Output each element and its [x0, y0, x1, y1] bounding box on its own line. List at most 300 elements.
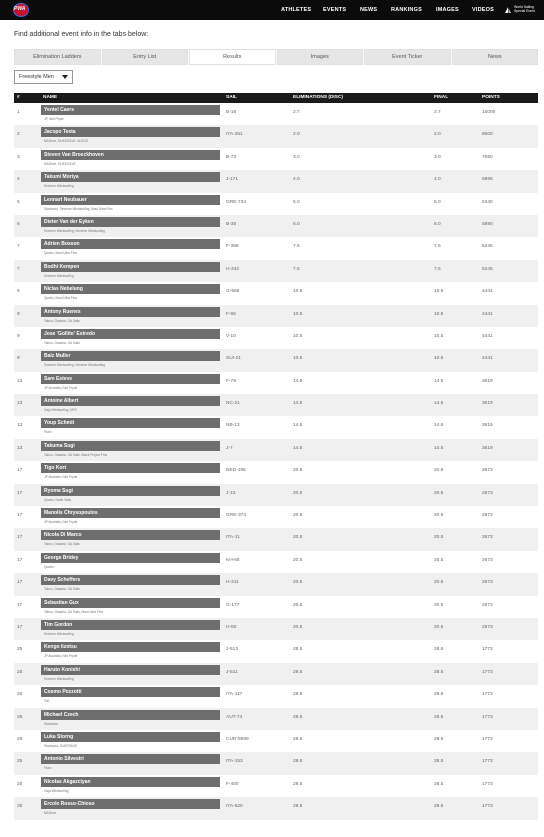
athlete-name-link[interactable]	[41, 508, 220, 518]
sponsor-text: Tabou, Gaastra, GA Sails, Black Project Fins	[44, 452, 108, 457]
points-cell: 5245	[482, 266, 493, 272]
athlete-name-link[interactable]	[41, 754, 220, 764]
athlete-name-link[interactable]	[41, 195, 220, 205]
sponsor-text: 000	[44, 699, 50, 704]
sail-cell: G-586	[226, 289, 240, 295]
sail-cell: H-311	[226, 580, 239, 586]
final-cell: 3.0	[434, 154, 441, 160]
rank-cell: 9	[17, 333, 20, 339]
points-cell: 3619	[482, 378, 493, 384]
athlete-name-link[interactable]	[41, 217, 220, 227]
sponsor-text: Severne Windsurfing	[44, 676, 74, 681]
rank-cell: 9	[17, 289, 20, 295]
athlete-name: Tigo Kort	[44, 465, 67, 472]
athlete-name-link[interactable]	[41, 665, 220, 675]
final-cell: 10.5	[434, 311, 444, 317]
header-points: POINTS	[482, 95, 500, 100]
athlete-name: Yentel Caers	[44, 107, 75, 113]
athlete-name: Ryoma Sugi	[44, 487, 73, 494]
eliminations-cell: 28.5	[293, 759, 303, 765]
rank-cell: 13	[17, 378, 23, 384]
final-cell: 28.5	[434, 804, 444, 810]
sponsor-text: Tabou, Gaastra, GA Sails	[44, 318, 80, 323]
sponsor-text: Fluxx	[44, 766, 52, 771]
rank-cell: 6	[17, 221, 20, 227]
tab-results[interactable]: Results	[189, 49, 276, 65]
sail-cell: J-171	[226, 177, 238, 183]
rank-cell: 17	[17, 468, 23, 474]
points-cell: 1773	[482, 736, 493, 742]
final-cell: 20.5	[434, 535, 444, 541]
final-cell: 4.0	[434, 177, 441, 183]
athlete-name: Youp Schmit	[44, 420, 75, 427]
table-row	[14, 305, 538, 327]
rank-cell: 13	[17, 423, 23, 429]
tab-entry-list[interactable]: Entry List	[102, 49, 189, 65]
sail-cell: B-35	[226, 221, 237, 227]
nav-link-images[interactable]: IMAGES	[436, 7, 459, 13]
eliminations-cell: 10.5	[293, 289, 303, 295]
table-row	[14, 125, 538, 147]
sponsor-text: Quatro, Maui Ultra Fins	[44, 251, 77, 256]
sponsor-text: Tabou, Gaastra, GA Sails, Maui Ultra Fins	[44, 609, 103, 614]
eliminations-cell: 28.5	[293, 692, 303, 698]
eliminations-cell: 14.5	[293, 401, 303, 407]
sail-cell: J-511	[226, 669, 238, 675]
rank-cell: 25	[17, 736, 23, 742]
sail-cell: G-177	[226, 602, 240, 608]
eliminations-cell: 14.5	[293, 423, 303, 429]
athlete-name: Sam Esteve	[44, 375, 73, 382]
sail-cell: CUR-9999	[226, 736, 249, 742]
final-cell: 7.5	[434, 266, 441, 272]
eliminations-cell: 14.5	[293, 378, 303, 384]
info-text: Find additional event info in the tabs below:	[14, 31, 149, 38]
sponsor-text: MADrive	[44, 811, 57, 816]
athlete-name-link[interactable]	[41, 127, 220, 137]
world-sailing-icon	[504, 6, 512, 14]
athlete-name-link[interactable]	[41, 799, 220, 809]
sail-cell: J-13	[226, 490, 236, 496]
eliminations-cell: 2.7	[293, 110, 300, 115]
final-cell: 14.5	[434, 445, 444, 451]
table-row	[14, 372, 538, 394]
table-row	[14, 260, 538, 282]
final-cell: 28.5	[434, 714, 444, 720]
athlete-name: Michael Czech	[44, 711, 79, 718]
eliminations-cell: 7.5	[293, 266, 300, 272]
points-cell: 2673	[482, 602, 493, 608]
header-name: NAME	[43, 95, 58, 100]
sail-cell: J-513	[226, 647, 238, 653]
eliminations-cell: 20.5	[293, 513, 303, 519]
rank-cell: 5	[17, 199, 20, 205]
sponsor-text: JP, Neil Pryde	[44, 117, 64, 121]
athlete-name: Adrien Bosson	[44, 241, 80, 248]
sponsor-text: Severne Windsurfing, Severne Windsurfing	[44, 228, 105, 233]
points-cell: 2673	[482, 513, 493, 519]
nav-link-events[interactable]: EVENTS	[323, 7, 347, 13]
athlete-name-link[interactable]	[41, 732, 220, 742]
rank-cell: 4	[17, 177, 20, 183]
final-cell: 2.7	[434, 110, 441, 115]
header-pos: #	[17, 95, 20, 100]
athlete-name-link[interactable]	[41, 553, 220, 563]
table-body	[14, 103, 538, 820]
sail-cell: F-398	[226, 244, 239, 250]
eliminations-cell: 5.0	[293, 199, 300, 205]
athlete-name-link[interactable]	[41, 777, 220, 787]
nav-link-athletes[interactable]: ATHLETES	[281, 7, 312, 13]
athlete-name-link[interactable]	[41, 172, 220, 182]
results-table	[14, 93, 538, 820]
points-cell: 6340	[482, 199, 493, 205]
eliminations-cell: 20.5	[293, 535, 303, 541]
final-cell: 10.5	[434, 289, 444, 295]
athlete-name-link[interactable]	[41, 418, 220, 428]
sponsor-text: Quatro, North Sails	[44, 497, 72, 502]
table-row	[14, 596, 538, 618]
tab-news[interactable]: News	[452, 49, 539, 65]
sponsor-text: Starboard, Severne Windsurfing, Maui Ultra Fins	[44, 206, 113, 211]
athlete-name-link[interactable]	[41, 575, 220, 585]
athlete-name-link[interactable]	[41, 486, 220, 496]
nav-link-news[interactable]: NEWS	[360, 7, 378, 13]
points-cell: 5245	[482, 244, 493, 250]
final-cell: 14.5	[434, 378, 444, 384]
table-row	[14, 618, 538, 640]
final-cell: 28.5	[434, 759, 444, 765]
caret-down-icon	[62, 75, 68, 79]
final-cell: 28.5	[434, 647, 444, 653]
final-cell: 20.5	[434, 490, 444, 496]
rank-cell: 17	[17, 490, 23, 496]
table-row	[14, 416, 538, 438]
sponsor-text: MADrive, DUKESILVE	[44, 161, 76, 166]
sail-cell: NED-195	[226, 468, 246, 474]
rank-cell: 17	[17, 624, 23, 630]
table-row	[14, 170, 538, 192]
athlete-name-link[interactable]	[41, 396, 220, 406]
athlete-name-link[interactable]	[41, 463, 220, 473]
table-row	[14, 282, 538, 304]
final-cell: 7.5	[434, 244, 441, 250]
sail-cell: NB-13	[226, 423, 240, 429]
points-cell: 1773	[482, 647, 493, 653]
eliminations-cell: 6.0	[293, 221, 300, 227]
rank-cell: 25	[17, 804, 23, 810]
sail-cell: F-79	[226, 378, 236, 384]
tab-images[interactable]: Images	[277, 49, 364, 65]
points-cell: 1773	[482, 692, 493, 698]
athlete-name-link[interactable]	[41, 620, 220, 630]
sponsor-text: JP Australia, Neil Pryde	[44, 385, 78, 390]
table-row	[14, 349, 538, 371]
eliminations-cell: 14.5	[293, 445, 303, 451]
sail-cell: ITA-520	[226, 804, 243, 810]
sail-cell: ITA-117	[226, 692, 243, 698]
table-row	[14, 237, 538, 259]
points-cell: 8600	[482, 132, 493, 138]
athlete-name: Kengo Iizotsu	[44, 644, 77, 651]
table-row	[14, 528, 538, 550]
sail-cell: GRE-374	[226, 513, 246, 519]
rank-cell: 7	[17, 266, 20, 272]
athlete-name: Cosmo Pozzotti	[44, 689, 82, 696]
eliminations-cell: 20.5	[293, 602, 303, 608]
athlete-name-link[interactable]	[41, 105, 220, 115]
rank-cell: 13	[17, 401, 23, 407]
sail-cell: NC-21	[226, 401, 240, 407]
rank-cell: 25	[17, 669, 23, 675]
rank-cell: 2	[17, 132, 20, 138]
points-cell: 1773	[482, 781, 493, 787]
table-row	[14, 506, 538, 528]
table-row	[14, 327, 538, 349]
points-cell: 2673	[482, 580, 493, 586]
eliminations-cell: 20.5	[293, 468, 303, 474]
sail-cell: V-10	[226, 333, 236, 339]
rank-cell: 13	[17, 445, 23, 451]
points-cell: 2673	[482, 535, 493, 541]
sponsor-text: JP Australia, Neil Pryde	[44, 520, 78, 525]
athlete-name-link[interactable]	[41, 351, 220, 361]
points-cell: 3619	[482, 445, 493, 451]
sponsor-text: Severne Windsurfing	[44, 273, 74, 278]
rank-cell: 17	[17, 535, 23, 541]
discipline-select[interactable]	[14, 70, 73, 84]
discipline-select-value: Freestyle Men	[19, 74, 54, 80]
athlete-name-link[interactable]	[41, 262, 220, 272]
final-cell: 20.5	[434, 513, 444, 519]
athlete-name-link[interactable]	[41, 239, 220, 249]
athlete-name: Niclas Nebelung	[44, 286, 83, 293]
final-cell: 2.0	[434, 132, 441, 138]
eliminations-cell: 7.5	[293, 244, 300, 250]
table-row	[14, 484, 538, 506]
top-navigation-bar	[0, 0, 544, 20]
sponsor-text: Starboard	[44, 721, 58, 726]
header-eliminations: ELIMINATIONS (DISC)	[293, 95, 344, 100]
points-cell: 4441	[482, 333, 493, 339]
sail-cell: SUI-21	[226, 356, 241, 362]
athlete-name: Sebastian Gux	[44, 599, 79, 606]
table-row	[14, 752, 538, 774]
sail-cell: B-73	[226, 154, 237, 160]
athlete-name-link[interactable]	[41, 150, 220, 160]
tab-elimination-ladders[interactable]: Elimination Ladders	[14, 49, 101, 65]
athlete-name: Balz Muller	[44, 353, 71, 360]
final-cell: 20.5	[434, 602, 444, 608]
eliminations-cell: 20.5	[293, 624, 303, 630]
eliminations-cell: 28.5	[293, 714, 303, 720]
sail-cell: H-342	[226, 266, 240, 272]
final-cell: 20.5	[434, 580, 444, 586]
eliminations-cell: 3.0	[293, 154, 300, 160]
points-cell: 2673	[482, 624, 493, 630]
table-row	[14, 439, 538, 461]
sponsor-text: Severne Windsurfing	[44, 631, 74, 636]
eliminations-cell: 10.5	[293, 333, 303, 339]
sponsor-text: Tabou, Gaastra, GA Sails	[44, 542, 80, 547]
eliminations-cell: 28.5	[293, 647, 303, 653]
rank-cell: 17	[17, 513, 23, 519]
athlete-name-link[interactable]	[41, 687, 220, 697]
final-cell: 6.0	[434, 221, 441, 227]
eliminations-cell: 20.5	[293, 490, 303, 496]
athlete-name: Manolis Chrysopoulos	[44, 510, 98, 517]
points-cell: 4441	[482, 356, 493, 362]
sponsor-text: JP Australia, Neil Pryde	[44, 654, 78, 659]
eliminations-cell: 10.5	[293, 356, 303, 362]
sponsor-text: Tabou, Gaastra, GA Sails	[44, 340, 80, 345]
final-cell: 20.5	[434, 624, 444, 630]
points-cell: 1773	[482, 714, 493, 720]
sail-cell: AUT-74	[226, 714, 243, 720]
sponsor-text: Quatro, Maui Ultra Fins	[44, 296, 77, 301]
athlete-name: Dieter Van der Eyken	[44, 218, 94, 225]
eliminations-cell: 20.5	[293, 557, 303, 563]
logo-text: PWA	[14, 6, 26, 12]
table-row	[14, 461, 538, 483]
athlete-name: Jose 'Gollito' Estredo	[44, 330, 95, 337]
rank-cell: 25	[17, 647, 23, 653]
table-row	[14, 193, 538, 215]
sail-cell: ITA-251	[226, 132, 243, 138]
points-cell: 4441	[482, 289, 493, 295]
sponsor-text: Gaja Windsurfing, MFC	[44, 408, 78, 413]
points-cell: 1773	[482, 804, 493, 810]
athlete-name: George Bridey	[44, 554, 79, 561]
athlete-name: Nicolas Akgazciyan	[44, 778, 91, 785]
sail-cell: J-7	[226, 445, 233, 451]
eliminations-cell: 2.0	[293, 132, 300, 138]
sail-cell: GRE-734	[226, 199, 246, 205]
table-row	[14, 394, 538, 416]
athlete-name-link[interactable]	[41, 284, 220, 294]
pwa-logo[interactable]	[11, 2, 33, 18]
final-cell: 20.5	[434, 557, 444, 563]
world-sailing-special-event-badge[interactable]	[504, 5, 540, 17]
athlete-name: Takumi Moriya	[44, 174, 79, 181]
final-cell: 28.5	[434, 669, 444, 675]
rank-cell: 3	[17, 154, 20, 160]
athlete-name: Tim Gordon	[44, 621, 73, 628]
rank-cell: 25	[17, 781, 23, 787]
rank-cell: 1	[17, 110, 20, 115]
final-cell: 20.5	[434, 468, 444, 474]
sponsor-text: Severne Windsurfing, Severne Windsurfing	[44, 363, 105, 368]
athlete-name-link[interactable]	[41, 374, 220, 384]
athlete-name: Steven Van Broeckhoven	[44, 151, 104, 158]
final-cell: 14.5	[434, 401, 444, 407]
athlete-name-link[interactable]	[41, 710, 220, 720]
event-tabs	[14, 49, 538, 65]
table-row	[14, 708, 538, 730]
athlete-name: Lennart Neubauer	[44, 196, 87, 203]
rank-cell: 7	[17, 244, 20, 250]
eliminations-cell: 20.5	[293, 580, 303, 586]
sponsor-text: JP Australia, Neil Pryde	[44, 475, 78, 480]
table-row	[14, 685, 538, 707]
points-cell: 6995	[482, 177, 493, 183]
sponsor-text: Starboard, DUKESILVE	[44, 743, 78, 748]
table-row	[14, 103, 538, 125]
rank-cell: 17	[17, 602, 23, 608]
points-cell: 3619	[482, 423, 493, 429]
athlete-name: Antonio Silvestri	[44, 756, 84, 763]
table-row	[14, 640, 538, 662]
points-cell: 3619	[482, 401, 493, 407]
athlete-name-link[interactable]	[41, 307, 220, 317]
table-row	[14, 797, 538, 819]
sail-cell: F-400	[226, 781, 239, 787]
athlete-name: Luka Storng	[44, 733, 74, 740]
sponsor-text: Fluxx	[44, 430, 52, 435]
athlete-name: Jacopo Testa	[44, 129, 76, 136]
tab-event-ticker[interactable]: Event Ticker	[364, 49, 451, 65]
rank-cell: 9	[17, 311, 20, 317]
final-cell: 28.5	[434, 736, 444, 742]
sponsor-text: MADrive, DUKESILVE, ALEGO	[44, 139, 89, 144]
athlete-name: Ercole Rosso-Chioso	[44, 801, 95, 808]
header-final: FINAL	[434, 95, 449, 100]
points-cell: 10000	[482, 110, 496, 115]
sponsor-text: Gaja Windsurfing	[44, 788, 69, 793]
nav-link-videos[interactable]: VIDEOS	[472, 7, 494, 13]
eliminations-cell: 28.5	[293, 736, 303, 742]
final-cell: 10.5	[434, 356, 444, 362]
athlete-name: Antoine Albert	[44, 398, 79, 405]
header-sail: SAIL	[226, 95, 237, 100]
final-cell: 10.5	[434, 333, 444, 339]
table-row	[14, 551, 538, 573]
table-row	[14, 573, 538, 595]
eliminations-cell: 10.5	[293, 311, 303, 317]
eliminations-cell: 4.0	[293, 177, 300, 183]
sail-cell: H-80	[226, 624, 237, 630]
final-cell: 14.5	[434, 423, 444, 429]
rank-cell: 25	[17, 714, 23, 720]
rank-cell: 25	[17, 692, 23, 698]
sail-cell: ITA-153	[226, 759, 243, 765]
athlete-name: Haruto Konishi	[44, 666, 80, 673]
athlete-name-link[interactable]	[41, 329, 220, 339]
nav-link-rankings[interactable]: RANKINGS	[391, 7, 422, 13]
rank-cell: 17	[17, 557, 23, 563]
table-header	[14, 93, 538, 103]
sponsor-text: Tabou, Gaastra, GA Sails	[44, 587, 80, 592]
athlete-name: Nicola Di Marco	[44, 532, 82, 539]
athlete-name-link[interactable]	[41, 598, 220, 608]
table-row	[14, 730, 538, 752]
sponsor-text: Severne Windsurfing	[44, 184, 74, 189]
rank-cell: 17	[17, 580, 23, 586]
athlete-name-link[interactable]	[41, 441, 220, 451]
final-cell: 5.0	[434, 199, 441, 205]
points-cell: 2673	[482, 557, 493, 563]
points-cell: 1773	[482, 669, 493, 675]
athlete-name: Antony Ruenes	[44, 308, 81, 315]
athlete-name-link[interactable]	[41, 530, 220, 540]
points-cell: 2673	[482, 468, 493, 474]
eliminations-cell: 28.5	[293, 669, 303, 675]
sail-cell: KH-68	[226, 557, 240, 563]
points-cell: 4441	[482, 311, 493, 317]
athlete-name-link[interactable]	[41, 642, 220, 652]
sail-cell: B-16	[226, 110, 237, 115]
sail-cell: F-65	[226, 311, 236, 317]
